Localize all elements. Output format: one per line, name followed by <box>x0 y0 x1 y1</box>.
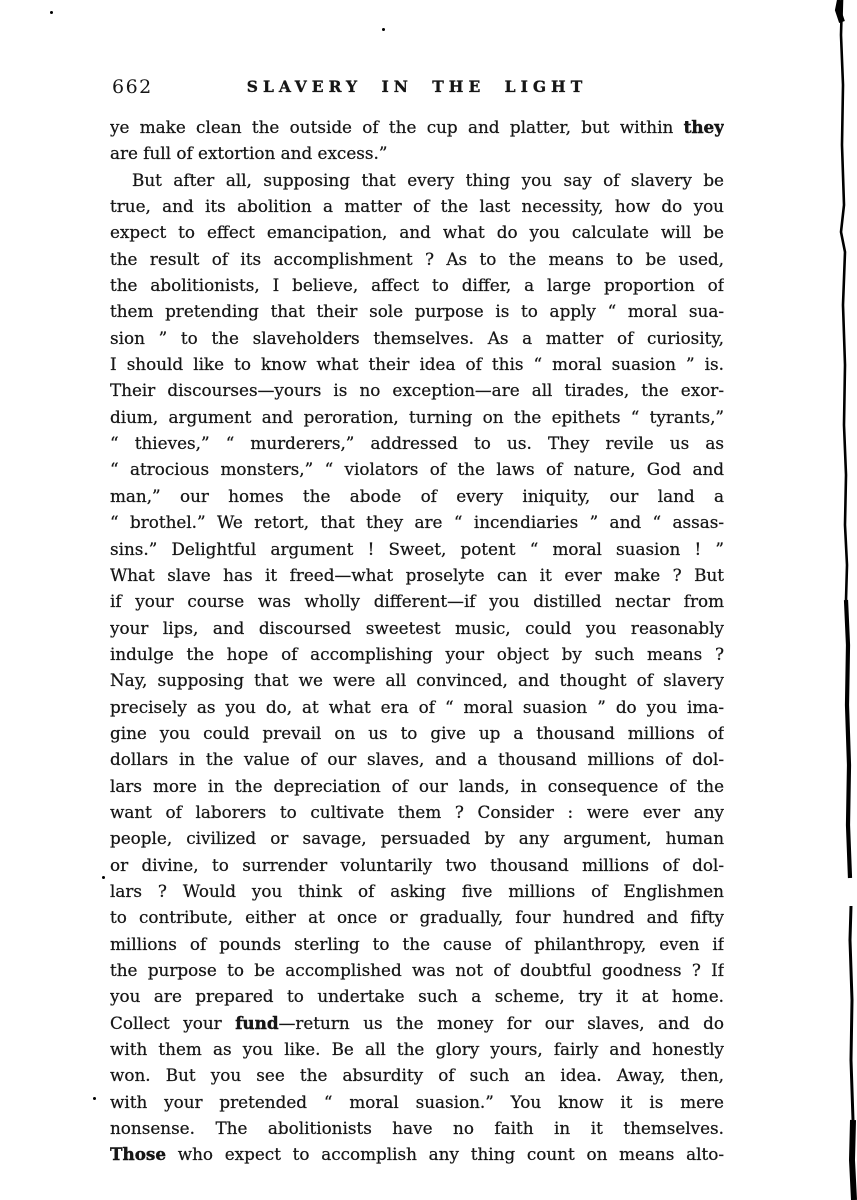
text-line <box>110 957 724 983</box>
text-line <box>110 509 724 535</box>
text-run: dium, argument and peroration, turning on the epithets “ tyrants,” <box>110 406 724 427</box>
text-line <box>110 746 724 772</box>
text-line <box>110 114 724 140</box>
bold-word: fund <box>235 1012 279 1033</box>
text-line <box>110 219 724 245</box>
text-run: you are prepared to undertake such a scheme, try it at home. <box>110 986 724 1007</box>
text-line <box>110 773 724 799</box>
text-run: sins.” Delightful argument ! Sweet, potent “ moral suasion ! ” <box>110 538 724 559</box>
text-run: or divine, to surrender voluntarily two thousand millions of dol- <box>110 854 724 875</box>
text-run: the purpose to be accomplished was not of doubtful goodness ? If <box>110 960 724 980</box>
text-line <box>110 931 724 957</box>
text-run: lars more in the depreciation of our lands, in consequence of the <box>110 775 724 796</box>
text-line <box>110 641 724 667</box>
text-line <box>110 483 724 509</box>
text-line <box>110 615 724 641</box>
text-line <box>110 799 724 825</box>
text-line <box>110 351 724 377</box>
text-run: true, and its abolition a matter of the last necessity, how do you <box>110 196 724 217</box>
text-run: if your course was wholly different—if you distilled nectar from <box>110 591 724 612</box>
text-run: won. But you see the absurdity of such an idea. Away, then, <box>110 1065 724 1086</box>
text-run: “ atrocious monsters,” “ violators of the laws of nature, God and <box>110 459 724 480</box>
text-run: with your pretended “ moral suasion.” You know it is mere <box>110 1091 724 1112</box>
text-line <box>110 536 724 562</box>
text-line <box>110 456 724 482</box>
text-line <box>110 193 724 219</box>
ink-speck <box>102 876 105 879</box>
text-line <box>110 404 724 430</box>
text-run: to contribute, either at once or gradually, four hundred and fifty <box>110 907 724 928</box>
text-run: lars ? Would you think of asking five millions of Englishmen <box>110 880 724 901</box>
text-run: Their discourses—yours is no exception—are all tirades, the exor- <box>110 380 724 401</box>
text-run: expect to effect emancipation, and what do you calculate will be <box>110 222 724 243</box>
ink-speck <box>50 11 53 14</box>
text-line <box>110 430 724 456</box>
text-run: But after all, supposing that every thing you say of slavery be <box>132 169 724 190</box>
page-header <box>110 74 724 98</box>
text-run: millions of pounds sterling to the cause of philanthropy, even if <box>110 933 724 954</box>
text-run: —return us the money for our slaves, and do <box>278 1012 724 1033</box>
text-line <box>110 1010 724 1036</box>
text-run: precisely as you do, at what era of “ moral suasion ” do you ima- <box>110 696 724 717</box>
ink-speck <box>382 28 385 31</box>
text-line <box>110 720 724 746</box>
text-line <box>110 1036 724 1062</box>
text-run: who expect to accomplish any thing count on means alto- <box>166 1144 724 1165</box>
text-line <box>110 1089 724 1115</box>
text-line <box>110 852 724 878</box>
text-run: Collect your <box>110 1012 236 1033</box>
text-line <box>110 562 724 588</box>
text-run: nonsense. The abolitionists have no faith in it themselves. <box>110 1118 724 1139</box>
text-line <box>110 167 724 193</box>
text-run: man,” our homes the abode of every iniquity, our land a <box>110 485 724 506</box>
text-line <box>110 983 724 1009</box>
bold-word: Those <box>110 1144 167 1165</box>
text-line <box>110 878 724 904</box>
running-header: SLAVERY IN THE LIGHT <box>246 77 588 96</box>
text-run: “ brothel.” We retort, that they are “ incendiaries ” and “ assas- <box>110 512 724 533</box>
page-number: 662 <box>112 76 153 98</box>
text-run: want of laborers to cultivate them ? Consider : were ever any <box>110 801 724 822</box>
bold-word: they <box>683 117 724 137</box>
text-line <box>110 325 724 351</box>
text-line <box>110 588 724 614</box>
text-run: them pretending that their sole purpose is to apply “ moral sua- <box>110 301 724 322</box>
body-text <box>110 114 724 1168</box>
text-run: indulge the hope of accomplishing your object by such means ? <box>110 643 724 664</box>
text-line <box>110 904 724 930</box>
text-run: What slave has it freed—what proselyte can it ever make ? But <box>110 564 724 585</box>
text-run: I should like to know what their idea of this “ moral suasion ” is. <box>110 354 724 375</box>
text-run: “ thieves,” “ murderers,” addressed to us. They revile us as <box>110 433 724 454</box>
text-run: the abolitionists, I believe, affect to differ, a large proportion of <box>110 275 724 296</box>
text-line <box>110 1115 724 1141</box>
text-line <box>110 377 724 403</box>
text-run: people, civilized or savage, persuaded by any argument, human <box>110 828 724 849</box>
text-run: sion ” to the slaveholders themselves. As a matter of curiosity, <box>110 327 724 348</box>
text-run: dollars in the value of our slaves, and a thousand millions of dol- <box>110 749 724 770</box>
text-line <box>110 1062 724 1088</box>
text-line <box>110 140 724 166</box>
text-run: Nay, supposing that we were all convinced, and thought of slavery <box>110 670 724 691</box>
text-line <box>110 694 724 720</box>
text-run: ye make clean the outside of the cup and platter, but within <box>110 117 684 137</box>
text-line <box>110 1141 724 1167</box>
text-run: gine you could prevail on us to give up a thousand millions of <box>110 722 724 743</box>
text-line <box>110 825 724 851</box>
text-run: your lips, and discoursed sweetest music, could you reasonably <box>110 617 724 638</box>
text-run: are full of extortion and excess.” <box>110 143 388 164</box>
text-run: with them as you like. Be all the glory yours, fairly and honestly <box>110 1039 724 1060</box>
ink-speck <box>93 1097 96 1100</box>
text-run: the result of its accomplishment ? As to the means to be used, <box>110 248 724 269</box>
text-line <box>110 667 724 693</box>
text-line <box>110 298 724 324</box>
text-line <box>110 272 724 298</box>
text-line <box>110 246 724 272</box>
